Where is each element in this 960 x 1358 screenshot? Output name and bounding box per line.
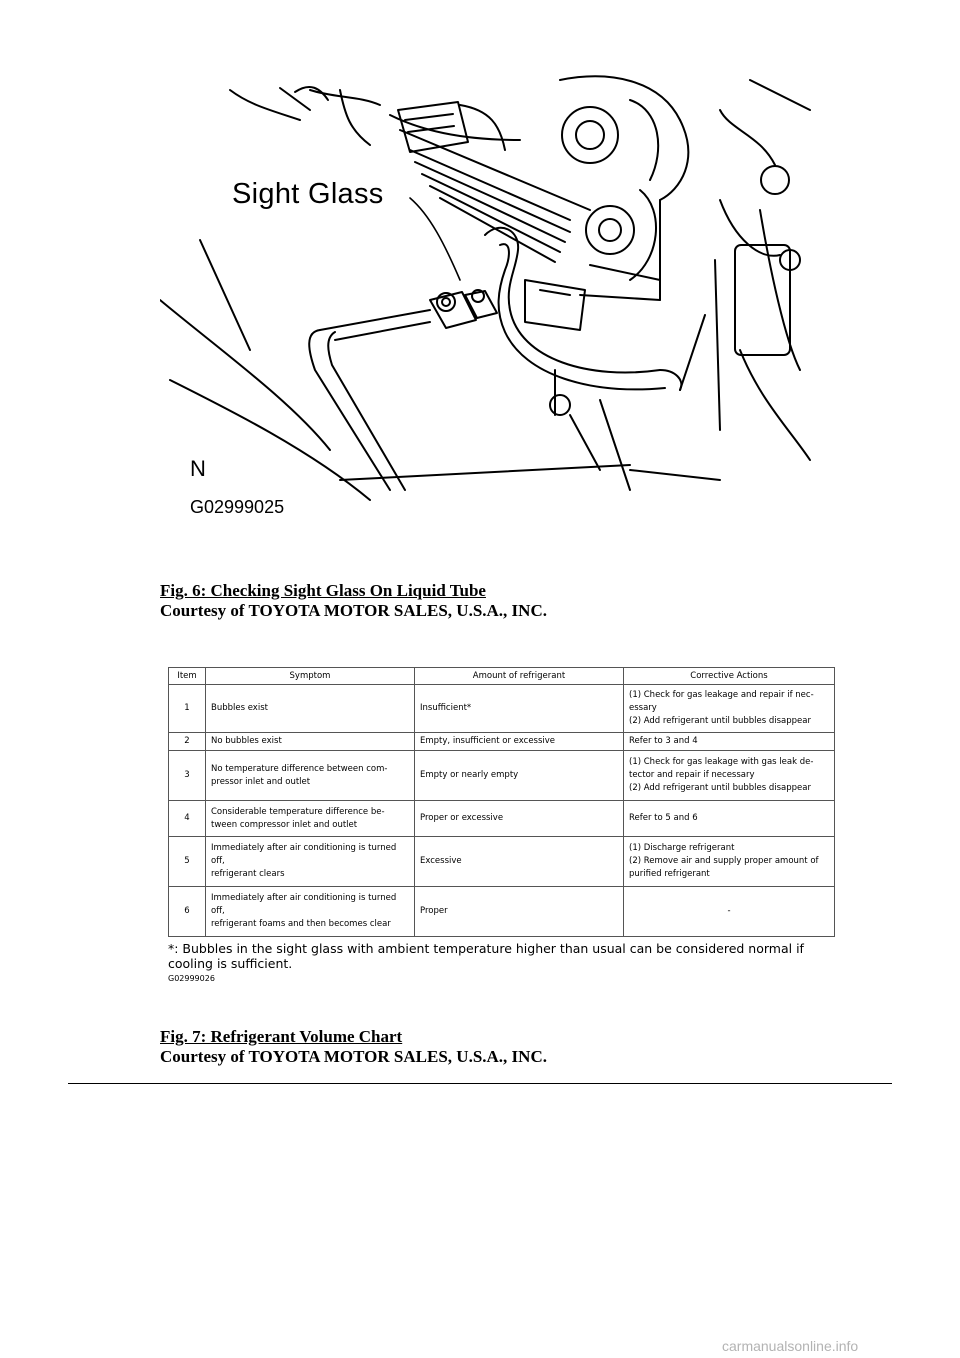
cell-item: 6 bbox=[169, 887, 206, 937]
figure-code: G02999025 bbox=[190, 497, 285, 517]
figure-mark: N bbox=[190, 456, 206, 481]
figure-6-credit: Courtesy of TOYOTA MOTOR SALES, U.S.A., INC. bbox=[160, 601, 547, 620]
cell-actions: (1) Check for gas leakage and repair if nec- essary (2) Add refrigerant until bubbles disappear bbox=[624, 685, 835, 733]
cell-actions: - bbox=[624, 887, 835, 937]
cell-amount: Insufficient* bbox=[415, 685, 624, 733]
header-amount: Amount of refrigerant bbox=[415, 668, 624, 685]
header-item: Item bbox=[169, 668, 206, 685]
table-row bbox=[169, 751, 835, 801]
cell-item: 5 bbox=[169, 837, 206, 887]
cell-symptom: No bubbles exist bbox=[206, 733, 415, 751]
cell-actions: (1) Check for gas leakage with gas leak de- tector and repair if necessary (2) Add refrigerant until bubbles disappear bbox=[624, 751, 835, 801]
figure-7-credit: Courtesy of TOYOTA MOTOR SALES, U.S.A., INC. bbox=[160, 1047, 547, 1066]
figure-6-title[interactable]: Fig. 6: Checking Sight Glass On Liquid Tube bbox=[160, 581, 486, 600]
cell-item: 3 bbox=[169, 751, 206, 801]
cell-symptom: Immediately after air conditioning is turned off, refrigerant clears bbox=[206, 837, 415, 887]
sight-glass-label: Sight Glass bbox=[232, 178, 384, 210]
cell-amount: Proper bbox=[415, 887, 624, 937]
engine-bay-line-drawing bbox=[160, 70, 825, 530]
table-code: G02999026 bbox=[168, 974, 215, 983]
cell-symptom: Bubbles exist bbox=[206, 685, 415, 733]
figure-7-title[interactable]: Fig. 7: Refrigerant Volume Chart bbox=[160, 1027, 403, 1046]
cell-symptom: Immediately after air conditioning is turned off, refrigerant foams and then becomes clear bbox=[206, 887, 415, 937]
table-row bbox=[169, 837, 835, 887]
cell-item: 4 bbox=[169, 801, 206, 837]
horizontal-rule bbox=[68, 1083, 892, 1084]
site-watermark: carmanualsonline.info bbox=[722, 1338, 859, 1354]
table-row bbox=[169, 887, 835, 937]
refrigerant-volume-chart bbox=[168, 667, 835, 983]
refrigerant-table bbox=[168, 667, 835, 937]
cell-actions: Refer to 5 and 6 bbox=[624, 801, 835, 837]
cell-actions: (1) Discharge refrigerant (2) Remove air and supply proper amount of purified refrigerant bbox=[624, 837, 835, 887]
figure-6-caption bbox=[160, 581, 547, 621]
figure-7-caption bbox=[160, 1027, 547, 1067]
sight-glass-illustration bbox=[160, 70, 825, 530]
table-row bbox=[169, 685, 835, 733]
header-actions: Corrective Actions bbox=[624, 668, 835, 685]
header-symptom: Symptom bbox=[206, 668, 415, 685]
cell-amount: Empty or nearly empty bbox=[415, 751, 624, 801]
cell-amount: Proper or excessive bbox=[415, 801, 624, 837]
table-footnote: *: Bubbles in the sight glass with ambient temperature higher than usual can be considered normal if cooling is sufficient. bbox=[168, 941, 804, 971]
cell-amount: Excessive bbox=[415, 837, 624, 887]
cell-item: 1 bbox=[169, 685, 206, 733]
cell-actions: Refer to 3 and 4 bbox=[624, 733, 835, 751]
cell-item: 2 bbox=[169, 733, 206, 751]
table-header-row bbox=[169, 668, 835, 685]
cell-symptom: No temperature difference between com- pressor inlet and outlet bbox=[206, 751, 415, 801]
table-row bbox=[169, 801, 835, 837]
table-row bbox=[169, 733, 835, 751]
cell-symptom: Considerable temperature difference be- tween compressor inlet and outlet bbox=[206, 801, 415, 837]
cell-amount: Empty, insufficient or excessive bbox=[415, 733, 624, 751]
